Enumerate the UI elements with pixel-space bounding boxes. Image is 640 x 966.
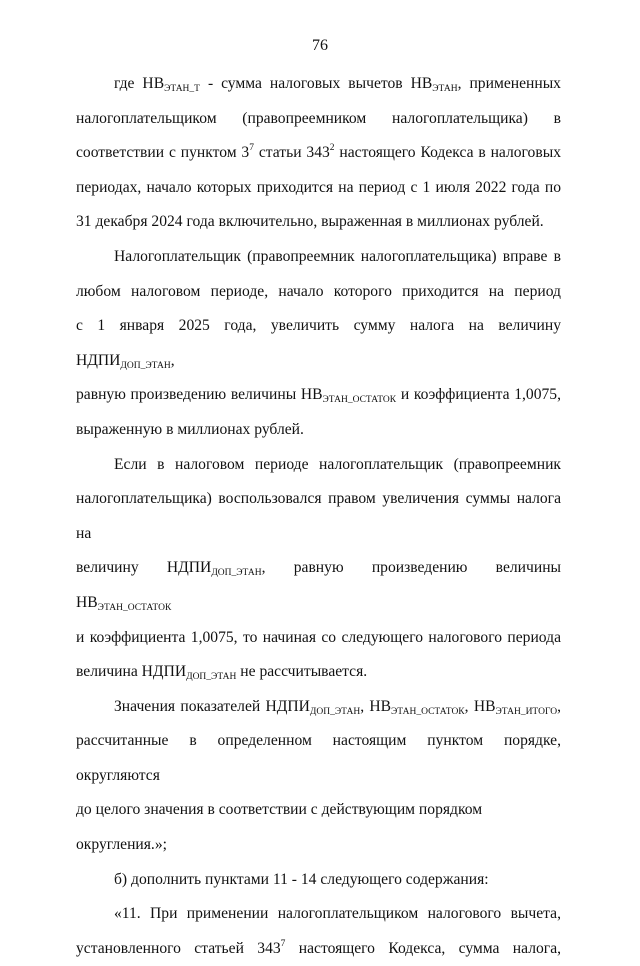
paragraph-1 <box>76 67 561 240</box>
paragraph-3 <box>76 448 561 690</box>
p3-line-4: и коэффициента 1,0075, то начиная со следующего налогового периода <box>76 628 561 646</box>
p5-line-1: б) дополнить пунктами 11 - 14 следующего содержания: <box>114 870 489 888</box>
p6-line-1: «11. При применении налогоплательщиком налогового вычета, <box>114 905 561 923</box>
page-number: 76 <box>312 37 328 54</box>
document-body <box>76 67 561 966</box>
p4-line-1: Значения показателей $НДПИ_{ДОП\_ЭТАН}$, $НВ_{ЭТАН\_ОСТАТОК}$, $НВ_{ЭТАН\_ИТОГО}$, <box>114 697 561 717</box>
p1-line-2: налогоплательщиком (правопреемником налогоплательщика) в <box>76 109 561 127</box>
paragraph-2 <box>76 240 561 448</box>
p1-line-3: соответствии с пунктом $3^7$ статьи $343^2$ настоящего Кодекса в налоговых <box>76 143 561 162</box>
p2-line-2: любом налоговом периоде, начало которого приходится на период <box>76 282 561 300</box>
p4-line-2: рассчитанные в определенном настоящим пунктом порядке, округляются <box>76 732 561 784</box>
p1-line-1: где $НВ_{ЭТАН\_Т}$ - сумма налоговых вычетов $НВ_{ЭТАН}$, примененных <box>114 75 561 94</box>
p6-line-2: установленного статьей $343^7$ настоящего Кодекса, сумма налога, <box>76 938 562 957</box>
p4-line-3: до целого значения в соответствии с действующим порядком округления.»; <box>76 801 483 854</box>
p3-line-3: величину $НДПИ_{ДОП\_ЭТАН}$, равную произведению величины $НВ_{ЭТАН\_ОСТАТОК}$ <box>76 559 562 613</box>
p1-line-5: 31 декабря 2024 года включительно, выраженная в миллионах рублей. <box>76 213 544 231</box>
paragraph-4 <box>76 690 561 863</box>
paragraph-5 <box>76 863 561 898</box>
p3-line-5: величина $НДПИ_{ДОП\_ЭТАН}$ не рассчитывается. <box>76 663 368 683</box>
p2-line-4: равную произведению величины $НВ_{ЭТАН\_ОСТАТОК}$ и коэффициента 1,0075, <box>76 386 561 406</box>
p2-line-3: с 1 января 2025 года, увеличить сумму налога на величину $НДПИ_{ДОП\_ЭТАН}$, <box>76 317 561 371</box>
p2-line-1: Налогоплательщик (правопреемник налогоплательщика) вправе в <box>114 247 561 265</box>
p2-line-5: выраженную в миллионах рублей. <box>76 420 304 438</box>
p1-line-4: периодах, начало которых приходится на период с 1 июля 2022 года по <box>76 178 561 196</box>
paragraph-6 <box>76 897 561 966</box>
p3-line-1: Если в налоговом периоде налогоплательщик (правопреемник <box>114 455 561 473</box>
p3-line-2: налогоплательщика) воспользовался правом увеличения суммы налога на <box>76 490 561 542</box>
